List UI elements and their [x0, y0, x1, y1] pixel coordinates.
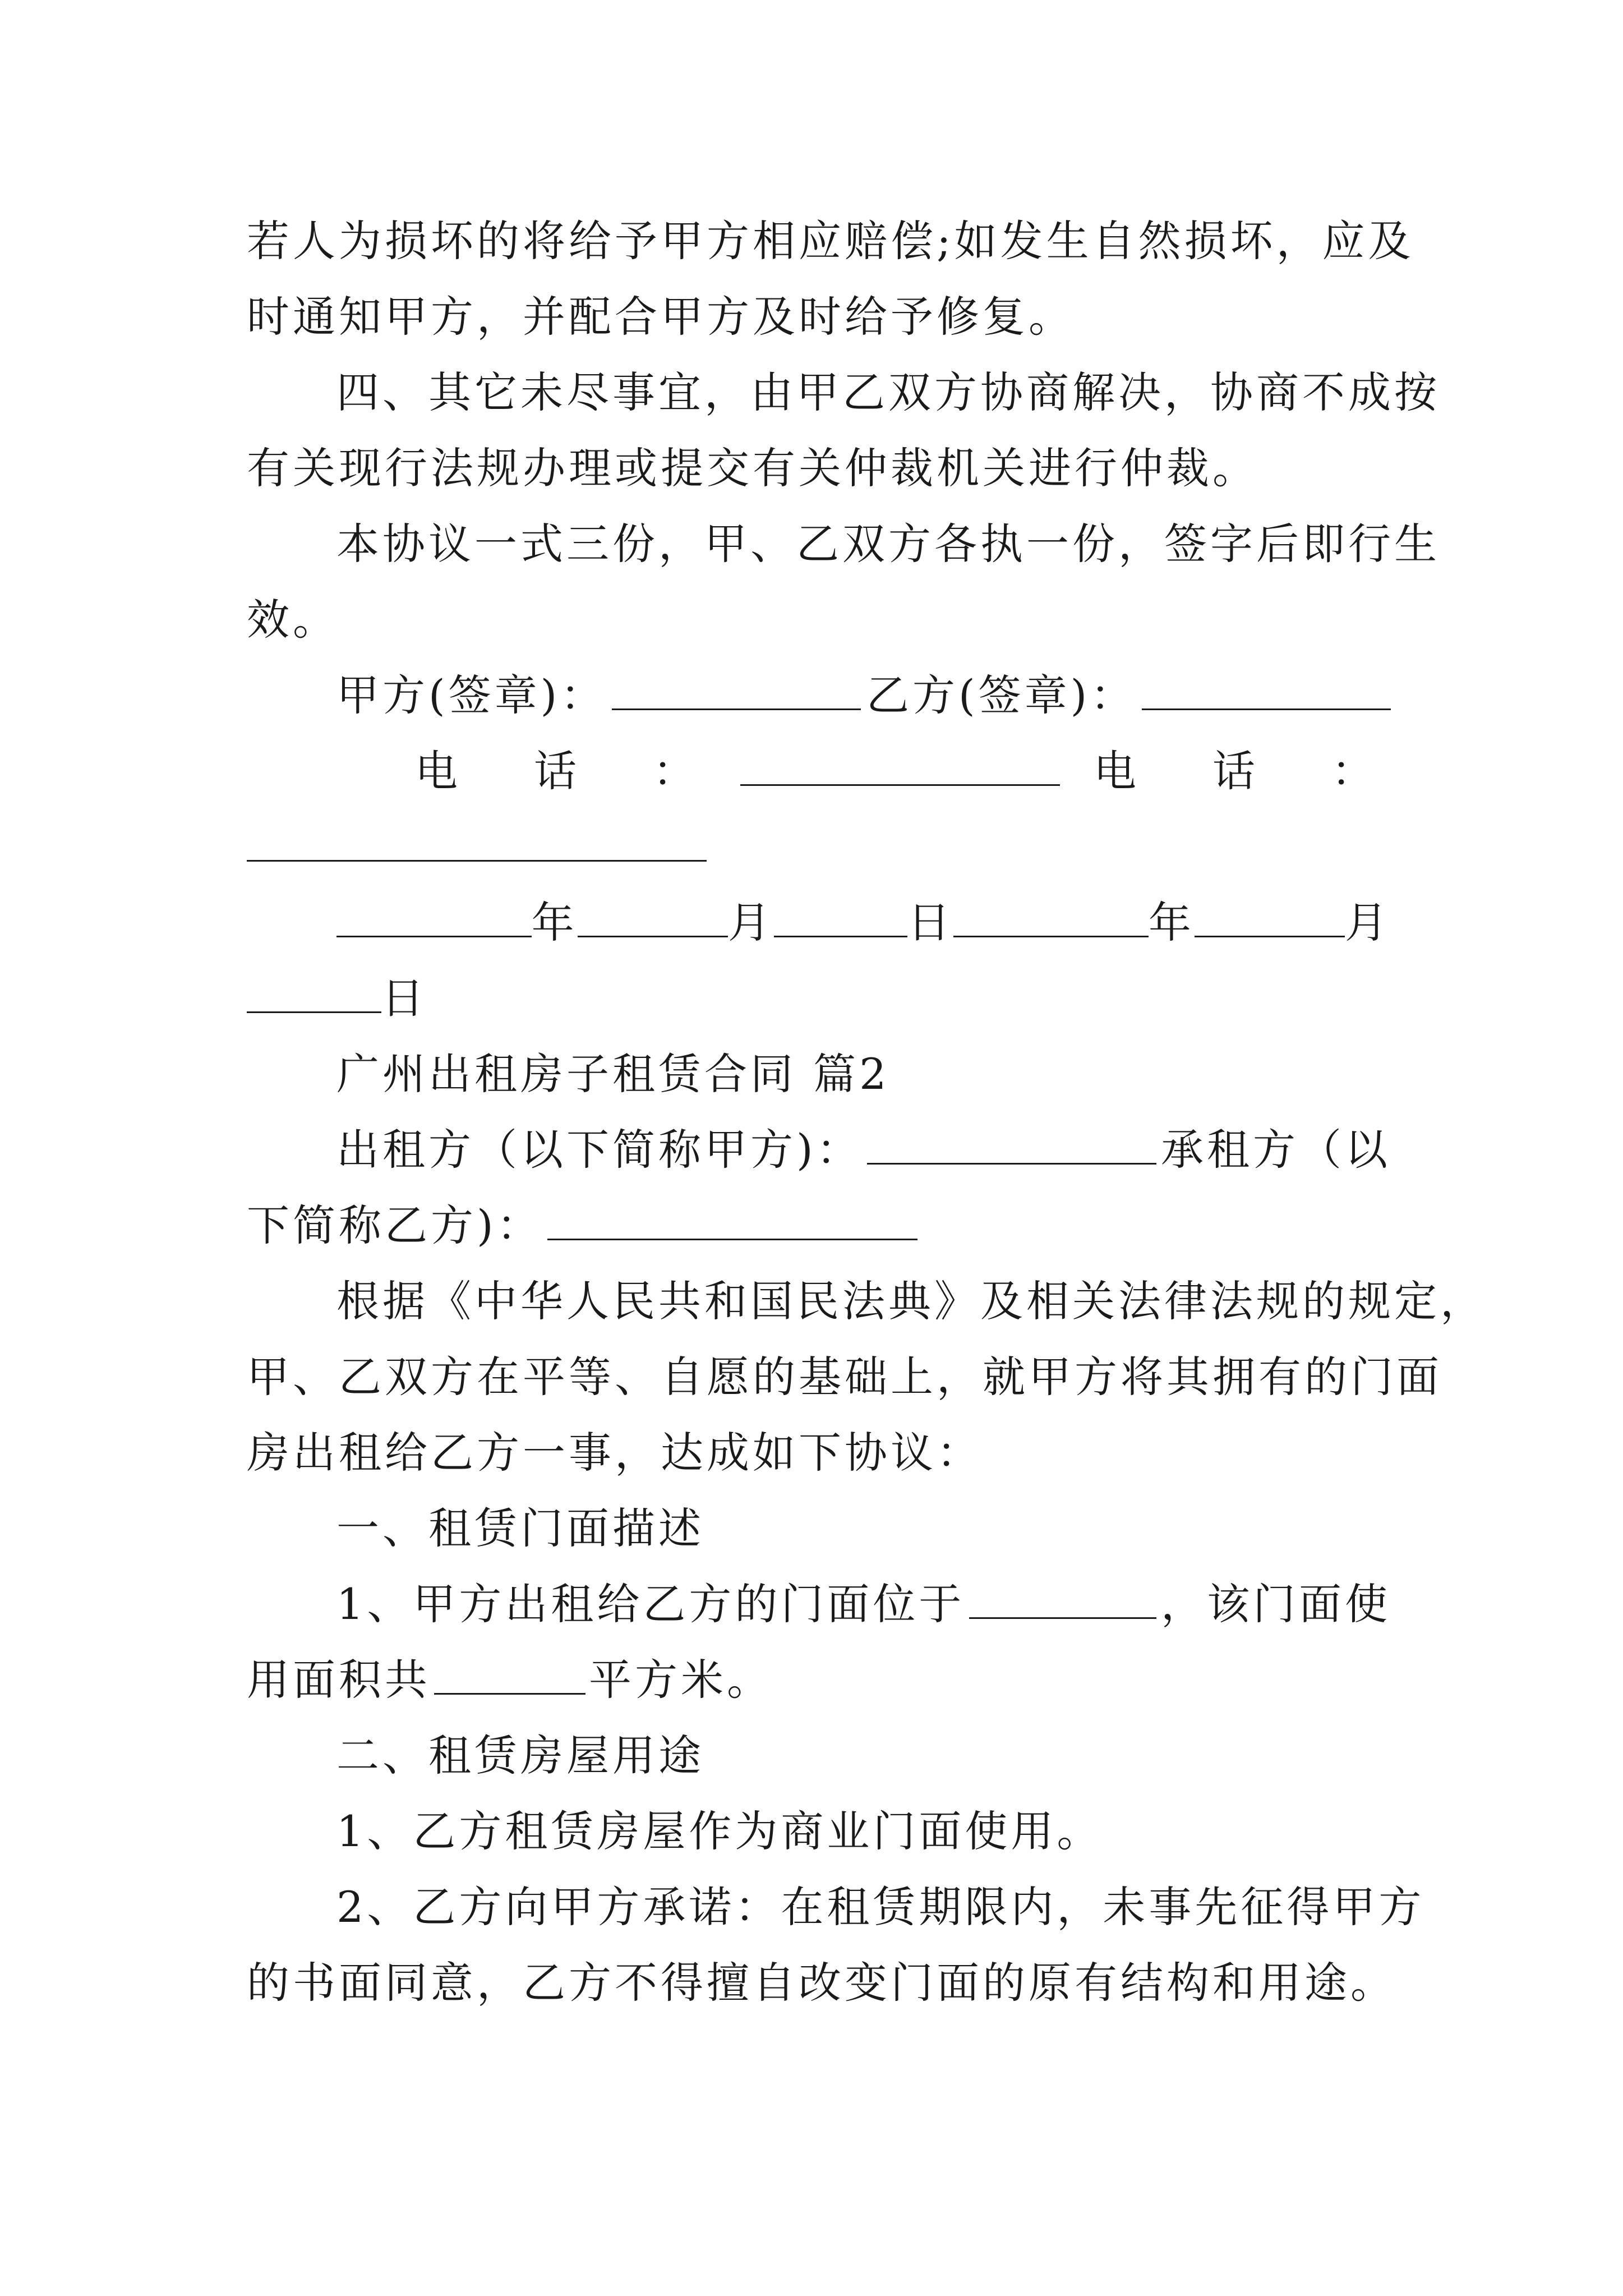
party-b-signature-blank[interactable] — [1142, 669, 1391, 710]
lessor-label: 出租方（以下简称甲方)： — [336, 1125, 863, 1175]
area-row — [247, 1652, 1391, 1708]
day-blank-b[interactable] — [247, 972, 381, 1013]
month-blank-b[interactable] — [1195, 896, 1345, 937]
day-blank-a[interactable] — [774, 896, 907, 937]
paragraph-line: 甲、乙双方在平等、自愿的基础上，就甲方将其拥有的门面 — [247, 1352, 1442, 1402]
party-b-signature-label: 乙方(签章)： — [866, 670, 1137, 720]
phone-row-continued — [247, 819, 1391, 875]
date-row-continued — [247, 970, 1391, 1027]
clause-line: 1、乙方租赁房屋作为商业门面使用。 — [336, 1806, 1103, 1856]
paragraph-line: 若人为损坏的将给予甲方相应赔偿;如发生自然损坏，应及 — [247, 216, 1414, 266]
lessor-row — [336, 1122, 1391, 1178]
lessee-blank[interactable] — [547, 1199, 917, 1240]
party-b-phone-label: 电 话 ： — [1094, 746, 1391, 796]
clause-line: 2、乙方向甲方承诺：在租赁期限内，未事先征得甲方 — [336, 1882, 1425, 1932]
lessee-label-continued: 下简称乙方)： — [247, 1200, 543, 1250]
section-heading: 广州出租房子租赁合同 篇2 — [336, 1049, 890, 1099]
paragraph-line: 四、其它未尽事宜，由甲乙双方协商解决，协商不成按 — [336, 367, 1440, 417]
shopfront-location-row — [336, 1576, 1391, 1632]
clause-text: 1、甲方出租给乙方的门面位于 — [336, 1579, 965, 1629]
party-a-signature-label: 甲方(签章)： — [336, 670, 607, 720]
party-a-phone-label: 电 话 ： — [415, 746, 712, 796]
month-label: 月 — [1345, 898, 1391, 947]
clause-text: 用面积共 — [247, 1655, 431, 1705]
lessee-label: 承租方（以 — [1161, 1125, 1391, 1175]
year-label: 年 — [531, 898, 578, 947]
paragraph-line: 本协议一式三份，甲、乙双方各执一份，签字后即行生 — [336, 519, 1440, 569]
party-a-phone-blank[interactable] — [740, 745, 1060, 786]
party-a-signature-blank[interactable] — [612, 669, 861, 710]
signature-row — [336, 668, 1391, 724]
paragraph-line: 时通知甲方，并配合甲方及时给予修复。 — [247, 292, 1075, 342]
date-row — [336, 895, 1391, 951]
clause-text: ，该门面使 — [1161, 1579, 1391, 1629]
month-blank-a[interactable] — [578, 896, 728, 937]
clause-text: 平方米。 — [589, 1655, 773, 1705]
year-blank-b[interactable] — [953, 896, 1149, 937]
day-label: 日 — [907, 898, 954, 947]
paragraph-line: 效。 — [247, 595, 339, 645]
paragraph-line: 房出租给乙方一事，达成如下协议： — [247, 1428, 983, 1478]
day-label: 日 — [381, 973, 427, 1023]
paragraph-line: 根据《中华人民共和国民法典》及相关法律法规的规定， — [336, 1276, 1486, 1326]
party-b-phone-blank[interactable] — [247, 821, 707, 862]
year-label: 年 — [1148, 898, 1195, 947]
paragraph-line: 有关现行法规办理或提交有关仲裁机关进行仲裁。 — [247, 443, 1258, 493]
phone-row — [415, 743, 1391, 799]
section-title: 一、租赁门面描述 — [336, 1503, 704, 1553]
clause-line: 的书面同意，乙方不得擅自改变门面的原有结构和用途。 — [247, 1958, 1396, 2008]
section-title: 二、租赁房屋用途 — [336, 1731, 704, 1780]
location-blank[interactable] — [969, 1578, 1156, 1619]
lessee-row — [247, 1198, 1391, 1254]
lessor-blank[interactable] — [867, 1124, 1156, 1165]
month-label: 月 — [727, 898, 774, 947]
area-blank[interactable] — [434, 1654, 585, 1695]
year-blank-a[interactable] — [336, 896, 532, 937]
